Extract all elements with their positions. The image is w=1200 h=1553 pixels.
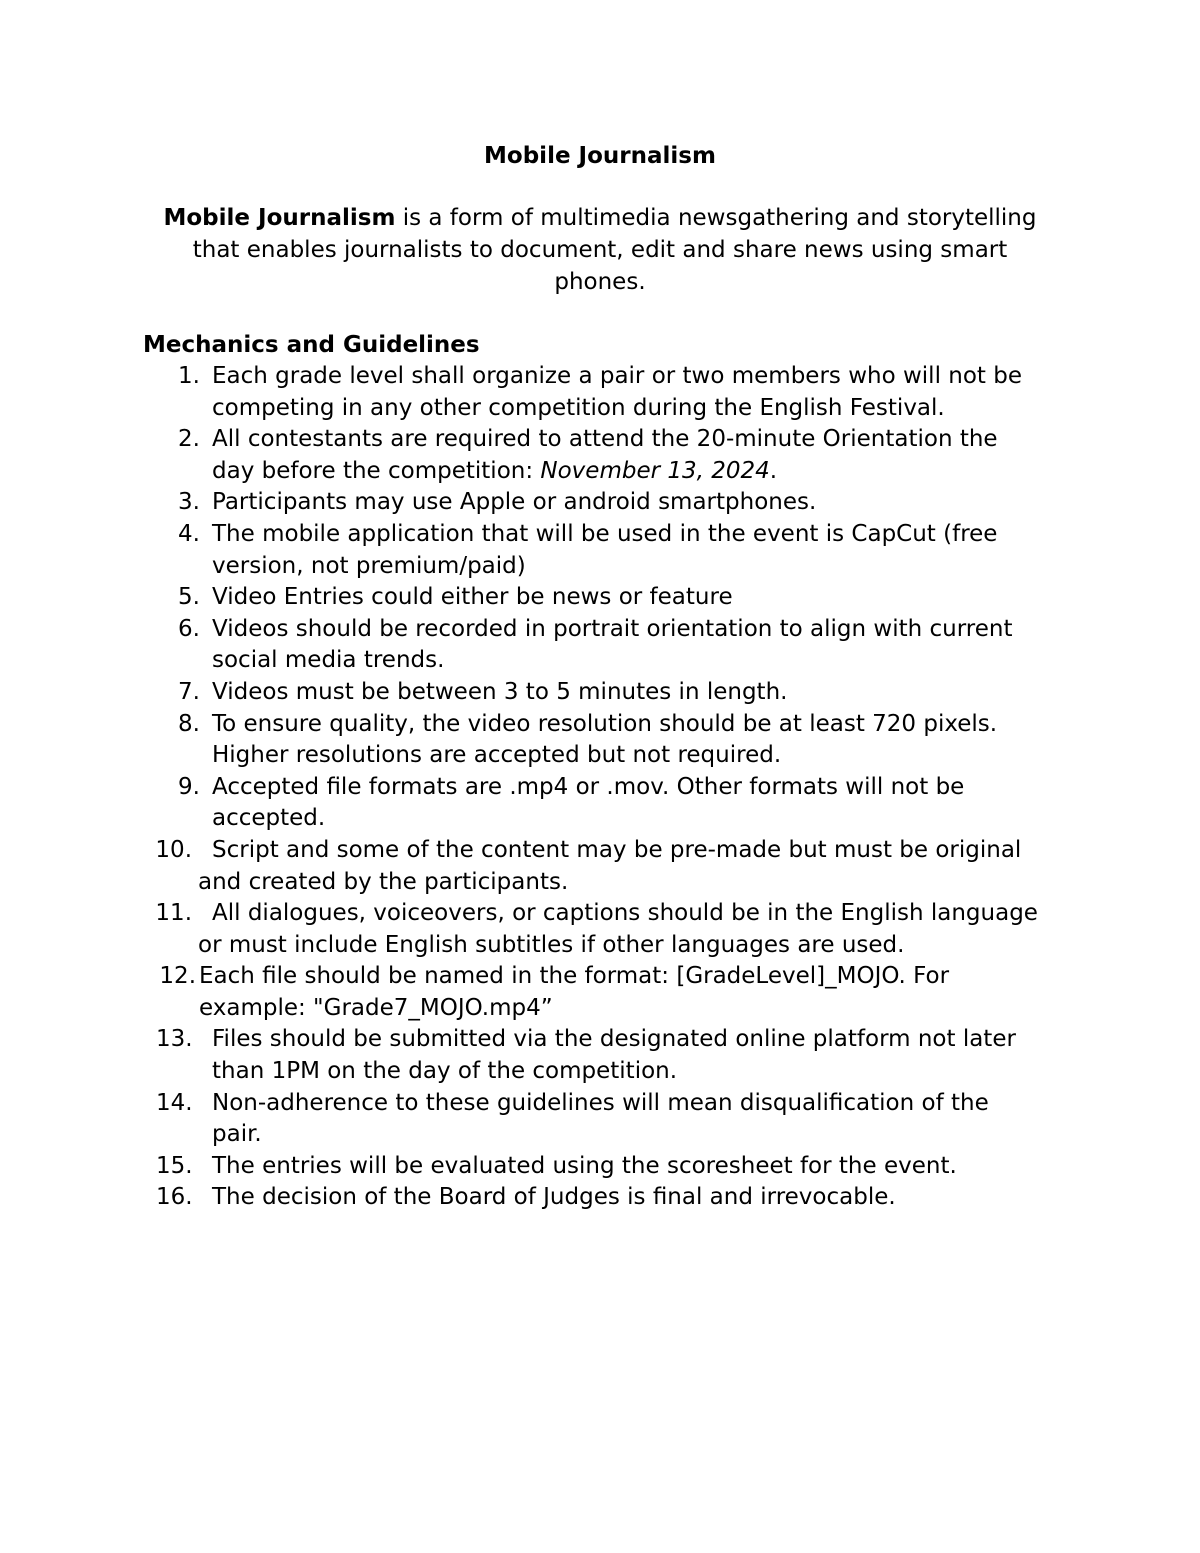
list-item-text: accepted. — [212, 805, 326, 832]
document-title: Mobile Journalism — [484, 143, 716, 169]
list-item-number: 16. — [156, 1184, 193, 1211]
list-item-text: Each grade level shall organize a pair or two members who will not be — [212, 363, 1022, 389]
list-item-text: or must include English subtitles if other languages are used. — [198, 931, 905, 958]
list-item-text: Non-adherence to these guidelines will mean disqualification of the — [212, 1089, 989, 1116]
list-item-number: 15. — [156, 1152, 193, 1179]
list-item-text: Videos should be recorded in portrait orientation to align with current — [212, 615, 1013, 642]
intro-line-3: phones. — [554, 269, 646, 295]
list-item-text: than 1PM on the day of the competition. — [212, 1058, 678, 1085]
list-item — [0, 1182, 1200, 1214]
list-item — [0, 835, 1200, 898]
list-item-text: The entries will be evaluated using the scoresheet for the event. — [212, 1152, 957, 1179]
list-item-text: competing in any other competition during the English Festival. — [212, 394, 945, 421]
list-item — [0, 424, 1200, 487]
list-item-number: 8. — [178, 710, 200, 737]
list-item-text: Participants may use Apple or android smartphones. — [212, 489, 817, 516]
intro-line-1 — [145, 202, 1055, 234]
list-item-number: 2. — [178, 426, 200, 453]
list-item-text: Each file should be named in the format: [GradeLevel]_MOJO. For — [199, 963, 950, 990]
list-item-text: Files should be submitted via the designated online platform not later — [212, 1026, 1016, 1053]
list-item — [0, 1151, 1200, 1183]
list-item — [0, 961, 1200, 1024]
intro-line-2: that enables journalists to document, edit and share news using smart — [192, 237, 1008, 263]
list-item — [0, 1024, 1200, 1087]
list-item-text-line-2 — [212, 456, 1200, 488]
intro-bold-term: Mobile Journalism — [163, 205, 396, 231]
list-item-number: 10. — [155, 836, 192, 863]
list-item-number: 9. — [178, 773, 200, 800]
list-item-text: Higher resolutions are accepted but not required. — [212, 742, 782, 769]
list-item-text: pair. — [212, 1121, 262, 1148]
list-item — [0, 487, 1200, 519]
list-item — [0, 582, 1200, 614]
list-item — [0, 1088, 1200, 1151]
list-item-number: 5. — [178, 584, 200, 611]
list-item-text: All contestants are required to attend the 20-minute Orientation the — [212, 426, 998, 453]
list-item — [0, 709, 1200, 772]
list-item-text: social media trends. — [212, 647, 445, 674]
list-item-text: version, not premium/paid) — [212, 552, 526, 579]
list-item-number: 11. — [155, 900, 192, 927]
list-item-text: Videos must be between 3 to 5 minutes in length. — [212, 678, 788, 705]
list-item — [0, 614, 1200, 677]
list-item-number: 3. — [178, 489, 200, 516]
section-heading: Mechanics and Guidelines — [143, 332, 480, 358]
list-item — [0, 898, 1200, 961]
list-item-text: example: "Grade7_MOJO.mp4” — [199, 994, 553, 1021]
list-item-number: 7. — [178, 678, 200, 705]
list-item-number: 12. — [159, 963, 196, 990]
list-item-text: The decision of the Board of Judges is final and irrevocable. — [212, 1184, 896, 1211]
list-item-text: To ensure quality, the video resolution should be at least 720 pixels. — [212, 710, 998, 737]
intro-paragraph — [145, 202, 1055, 298]
list-item-text-tail: . — [769, 457, 778, 484]
guidelines-list — [0, 361, 1200, 1214]
list-item-text: Video Entries could either be news or feature — [212, 584, 733, 611]
list-item-number: 13. — [156, 1026, 193, 1053]
intro-line-1-rest: is a form of multimedia newsgathering and storytelling — [395, 205, 1037, 231]
list-item — [0, 519, 1200, 582]
list-item — [0, 677, 1200, 709]
list-item-number: 1. — [178, 363, 200, 389]
list-item — [0, 361, 1200, 424]
list-item-number: 4. — [178, 520, 200, 547]
list-item-number: 6. — [178, 615, 200, 642]
list-item — [0, 772, 1200, 835]
list-item-text: Script and some of the content may be pre-made but must be original — [212, 836, 1022, 863]
list-item-text: day before the competition: — [212, 457, 541, 484]
list-item-text: All dialogues, voiceovers, or captions should be in the English language — [212, 900, 1038, 927]
list-item-text: Accepted file formats are .mp4 or .mov. Other formats will not be — [212, 773, 965, 800]
list-item-number: 14. — [156, 1089, 193, 1116]
list-item-text: and created by the participants. — [198, 868, 569, 895]
list-item-text: The mobile application that will be used in the event is CapCut (free — [212, 520, 998, 547]
competition-date: November 13, 2024 — [540, 457, 770, 484]
